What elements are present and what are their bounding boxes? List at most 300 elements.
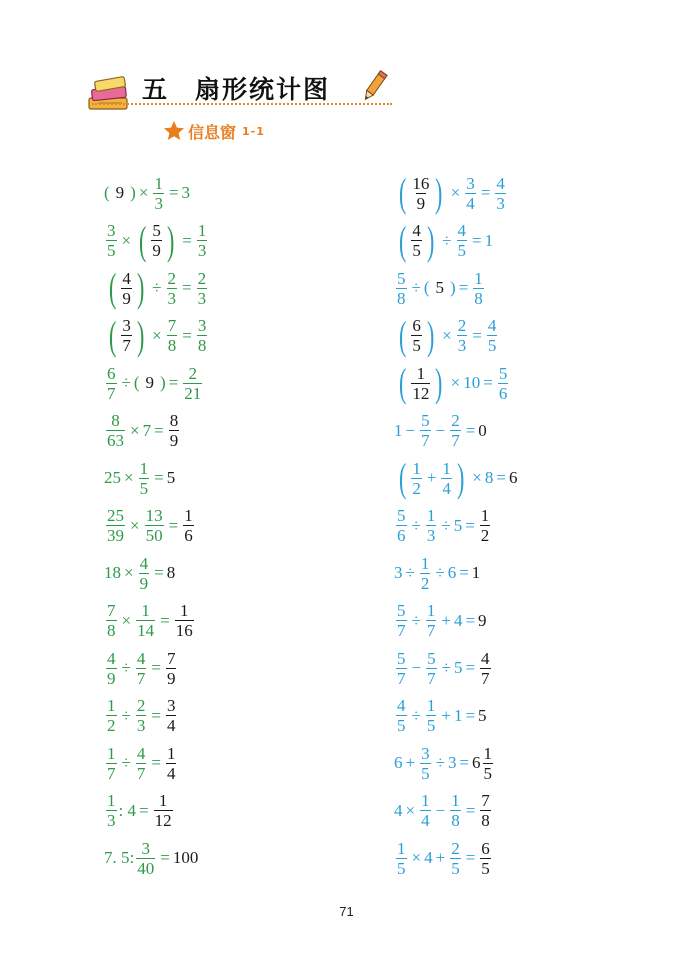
numerator: 1 [426, 601, 436, 620]
denominator: 9 [122, 288, 131, 308]
title-divider [92, 103, 392, 105]
fraction [106, 365, 117, 402]
answer-fraction [169, 412, 180, 449]
numerator: 3 [421, 743, 430, 763]
numerator: 1 [397, 838, 406, 858]
answer-number: 6 [472, 753, 481, 772]
fraction [136, 697, 147, 734]
operator: = [465, 610, 476, 630]
denominator: 8 [397, 288, 406, 308]
group-content [409, 365, 432, 402]
numerator: 3 [141, 838, 150, 858]
number: 5 [453, 515, 463, 535]
operator: × [121, 610, 132, 630]
operator: = [151, 658, 161, 677]
denominator: 7 [397, 668, 406, 688]
answer-number: 6 [508, 468, 518, 487]
exercise-row [104, 218, 209, 264]
denominator: 3 [167, 288, 176, 308]
fraction [396, 650, 407, 687]
fraction [457, 317, 468, 354]
group-content [149, 222, 164, 259]
exercise-row [104, 788, 175, 834]
section-sub: 1-1 [242, 124, 265, 138]
numerator: 5 [421, 411, 430, 430]
numerator: 4 [496, 173, 505, 193]
numerator: 1 [158, 791, 168, 810]
answer-number: 1 [471, 563, 481, 582]
number: 1 [484, 230, 494, 250]
fraction [106, 222, 117, 259]
operator: + [426, 468, 437, 487]
fraction [396, 270, 407, 307]
fraction [420, 792, 431, 829]
operator: ÷ [152, 278, 162, 297]
numerator: 1 [483, 743, 493, 763]
numerator: 25 [107, 506, 124, 525]
number: 4 [394, 800, 403, 820]
numerator: 7 [107, 601, 116, 620]
answer-fraction [480, 840, 491, 877]
denominator: 7 [122, 336, 131, 355]
numerator: 1 [474, 268, 483, 288]
answer-fraction [480, 792, 491, 829]
operator: = [480, 183, 491, 202]
parenthesized-group [396, 455, 467, 500]
exercise-row [104, 693, 178, 739]
denominator: 4 [166, 763, 176, 783]
numerator: 2 [197, 268, 207, 288]
exercise-row [394, 693, 487, 739]
operator: ÷ [411, 278, 421, 297]
fraction [106, 507, 125, 544]
answer-fraction [175, 602, 194, 639]
fraction [183, 365, 202, 402]
numerator: 5 [397, 268, 406, 288]
operator: − [411, 658, 422, 677]
close-paren: ) [136, 312, 145, 358]
answer-number: 0 [478, 420, 487, 440]
operator: = [465, 800, 476, 820]
exercise-row [394, 645, 493, 691]
fraction [167, 317, 178, 354]
denominator: 5 [483, 763, 493, 783]
fraction [106, 792, 117, 829]
exercise-row [394, 408, 487, 454]
fraction [495, 175, 506, 212]
denominator: 16 [175, 621, 193, 640]
numerator: 3 [166, 696, 176, 715]
parenthesized-group [396, 360, 446, 405]
denominator: 9 [166, 668, 176, 688]
operator: = [465, 420, 476, 440]
fraction [450, 840, 461, 877]
answer-number: 100 [172, 848, 199, 867]
fraction [426, 507, 437, 544]
denominator: 5 [412, 241, 421, 260]
exercise-row [394, 455, 517, 501]
denominator: 7 [421, 431, 430, 450]
exercise-row [104, 645, 178, 691]
fraction [426, 650, 437, 687]
denominator: 2 [480, 526, 490, 545]
exercise-row [104, 598, 196, 644]
group-content [409, 317, 424, 354]
operator: = [160, 610, 170, 630]
denominator: 2 [420, 573, 430, 593]
exercise-row [104, 360, 204, 406]
open-paren: ( [423, 278, 430, 297]
close-paren: ) [456, 455, 465, 500]
denominator: 8 [451, 811, 460, 830]
numerator: 4 [107, 648, 116, 668]
operator: ÷ [121, 658, 131, 677]
denominator: 50 [145, 526, 163, 545]
denominator: 7 [397, 621, 406, 640]
numerator: 5 [498, 363, 508, 383]
numerator: 1 [107, 743, 116, 763]
denominator: 5 [397, 858, 406, 878]
fraction [136, 650, 147, 687]
denominator: 4 [166, 716, 176, 735]
operator: = [459, 753, 470, 772]
numerator: 5 [397, 601, 406, 620]
operator: × [121, 230, 132, 250]
operator: − [405, 420, 416, 440]
denominator: 40 [137, 858, 155, 878]
denominator: 7 [136, 668, 146, 688]
operator: ÷ [442, 230, 452, 250]
operator: × [124, 468, 134, 487]
exercise-row [104, 740, 178, 786]
page-number: 71 [339, 904, 354, 919]
operator: × [442, 325, 452, 345]
fraction [465, 175, 476, 212]
numerator: 5 [397, 648, 406, 668]
operator: = [138, 800, 149, 820]
number: 3 [447, 753, 457, 772]
parenthesized-group [396, 217, 437, 263]
operator: = [459, 563, 469, 582]
denominator: 7 [426, 621, 436, 640]
fraction [153, 175, 164, 212]
operator: ÷ [435, 753, 445, 772]
open-paren: ( [104, 183, 110, 202]
number: 6 [394, 753, 403, 772]
fraction [139, 555, 150, 592]
answer-blank [134, 373, 166, 393]
answer-fraction [480, 650, 491, 687]
close-paren: ) [166, 217, 175, 263]
exercise-row [394, 740, 495, 786]
number: 1 [453, 705, 463, 725]
answer-value: 9 [145, 373, 155, 392]
open-paren: ( [108, 265, 117, 310]
denominator: 4 [442, 478, 451, 498]
numerator: 5 [397, 506, 406, 525]
fraction [457, 222, 468, 259]
open-paren: ( [398, 170, 407, 215]
operator: = [483, 373, 493, 392]
operator: = [182, 230, 192, 250]
operator: ÷ [405, 563, 415, 582]
denominator: 5 [107, 241, 116, 260]
operator: ÷ [435, 563, 445, 582]
exercise-row [394, 360, 510, 406]
fraction [396, 840, 407, 877]
denominator: 5 [139, 478, 149, 498]
fraction [106, 697, 117, 734]
operator: = [154, 468, 164, 487]
fraction [450, 412, 461, 449]
operator: ÷ [411, 610, 421, 630]
close-paren: ) [435, 170, 443, 215]
exercise-row [104, 313, 209, 359]
number: 3 [394, 563, 403, 582]
denominator: 7 [136, 763, 146, 783]
operator: = [496, 468, 506, 487]
close-paren: ) [450, 278, 456, 297]
fraction [167, 270, 178, 307]
numerator: 1 [197, 221, 207, 240]
operator: + [441, 610, 451, 630]
group-content [119, 270, 134, 307]
numerator: 1 [426, 506, 436, 525]
answer-fraction [151, 222, 162, 259]
exercise-row [104, 835, 198, 881]
parenthesized-group [396, 170, 446, 215]
denominator: 6 [498, 383, 508, 403]
exercise-row [394, 835, 493, 881]
answer-number: 5 [478, 705, 487, 725]
numerator: 2 [188, 363, 198, 383]
operator: = [154, 420, 164, 440]
operator: − [435, 420, 446, 440]
numerator: 1 [141, 601, 150, 620]
answer-fraction [154, 792, 173, 829]
open-paren: ( [139, 217, 147, 263]
operator: ÷ [121, 373, 131, 392]
operator: × [472, 468, 482, 487]
operator: = [465, 848, 476, 867]
numerator: 7 [481, 791, 490, 810]
fraction [420, 745, 431, 782]
operator: × [138, 183, 149, 202]
numerator: 1 [421, 791, 430, 810]
numerator: 13 [145, 506, 163, 525]
denominator: 6 [184, 526, 193, 545]
numerator: 6 [412, 316, 421, 335]
fraction [420, 555, 431, 592]
open-paren: ( [133, 373, 140, 392]
unit-title-text: 扇形统计图 [195, 75, 331, 104]
fraction [396, 697, 407, 734]
numerator: 2 [451, 838, 460, 858]
numerator: 4 [122, 268, 131, 288]
answer-fraction [121, 270, 132, 307]
fraction [487, 317, 498, 354]
fraction [136, 840, 155, 877]
number: 10 [463, 373, 481, 392]
denominator: 9 [169, 431, 179, 450]
denominator: 7 [451, 431, 460, 450]
answer-number: 5 [166, 468, 176, 487]
operator: × [450, 373, 461, 392]
fraction [136, 602, 155, 639]
operator: = [151, 753, 161, 772]
denominator: 3 [136, 716, 146, 735]
operator: = [465, 658, 476, 677]
operator: × [130, 515, 140, 535]
denominator: 7 [481, 668, 490, 688]
number: 3 [181, 183, 191, 202]
parenthesized-group [106, 265, 147, 310]
denominator: 5 [421, 763, 430, 783]
numerator: 1 [412, 458, 421, 478]
numerator: 2 [167, 268, 176, 288]
close-paren: ) [426, 312, 435, 358]
pencil-icon [360, 68, 388, 106]
denominator: 8 [167, 336, 177, 355]
numerator: 6 [107, 363, 116, 383]
open-paren: ( [108, 312, 117, 358]
numerator: 1 [480, 506, 490, 525]
operator: ÷ [411, 515, 421, 535]
fraction [411, 460, 422, 497]
numerator: 4 [136, 743, 146, 763]
answer-value: 5 [435, 278, 445, 297]
denominator: 4 [421, 811, 430, 830]
operator: = [168, 515, 179, 535]
group-content [119, 317, 134, 354]
operator: × [411, 848, 422, 867]
exercise-row [394, 218, 493, 264]
numerator: 1 [426, 696, 436, 715]
answer-number: 9 [478, 610, 487, 630]
numerator: 1 [166, 743, 176, 763]
denominator: 9 [152, 241, 161, 260]
exercise-row [104, 265, 209, 311]
answer-fraction [166, 697, 177, 734]
operator: ÷ [441, 658, 451, 677]
number: 7. 5: [104, 848, 135, 867]
section-label: 信息窗 [188, 122, 237, 142]
operator: − [435, 800, 446, 820]
operator: ÷ [121, 753, 131, 772]
exercise-row [394, 598, 487, 644]
answer-blank [424, 278, 456, 298]
answer-fraction [166, 745, 177, 782]
fraction [473, 270, 484, 307]
operator: + [435, 848, 446, 867]
fraction [106, 650, 117, 687]
operator: = [182, 278, 192, 297]
operator: + [441, 705, 451, 725]
denominator: 12 [412, 383, 430, 403]
numerator: 4 [136, 648, 146, 668]
fraction [420, 412, 431, 449]
exercise-row [394, 313, 499, 359]
group-content [409, 222, 424, 259]
numerator: 4 [139, 553, 149, 573]
close-paren: ) [426, 217, 435, 263]
numerator: 4 [412, 221, 421, 240]
open-paren: ( [398, 360, 407, 405]
answer-fraction [483, 745, 494, 782]
denominator: 9 [107, 668, 116, 688]
denominator: 9 [416, 193, 426, 213]
number: 25 [104, 468, 121, 487]
numerator: 4 [481, 648, 490, 668]
answer-fraction [480, 507, 491, 544]
fraction [396, 507, 407, 544]
denominator: 5 [451, 858, 460, 878]
operator: = [472, 325, 482, 345]
operator: × [152, 325, 162, 345]
exercise-row [394, 170, 508, 216]
exercise-row [104, 408, 181, 454]
number: 6 [447, 563, 457, 582]
open-paren: ( [398, 312, 407, 358]
open-paren: ( [398, 217, 407, 263]
denominator: 3 [107, 811, 116, 830]
denominator: 2 [107, 716, 116, 735]
fraction [197, 222, 208, 259]
numerator: 16 [412, 173, 430, 193]
numerator: 1 [139, 458, 149, 478]
operator: = [465, 705, 476, 725]
numerator: 3 [107, 221, 116, 240]
operator: = [168, 373, 179, 392]
operator: × [405, 800, 416, 820]
open-paren: ( [398, 455, 407, 500]
operator: × [450, 183, 461, 202]
numerator: 7 [166, 648, 176, 668]
unit-number: 五 [142, 75, 170, 104]
close-paren: ) [136, 265, 145, 310]
fraction [426, 602, 437, 639]
group-content [409, 460, 454, 497]
fraction [197, 317, 208, 354]
denominator: 7 [427, 668, 436, 688]
denominator: 3 [496, 193, 505, 213]
parenthesized-group [396, 312, 437, 358]
fraction [498, 365, 509, 402]
number: 18 [104, 563, 121, 582]
exercise-row [104, 170, 190, 216]
denominator: 63 [107, 431, 124, 450]
denominator: 3 [197, 241, 207, 260]
close-paren: ) [160, 373, 166, 392]
fraction [145, 507, 164, 544]
answer-value: 9 [115, 183, 125, 202]
numerator: 6 [481, 838, 490, 858]
exercise-row [104, 550, 175, 596]
denominator: 3 [154, 193, 163, 213]
denominator: 2 [412, 478, 421, 498]
number: 8 [484, 468, 494, 487]
denominator: 9 [139, 573, 149, 593]
parenthesized-group [136, 217, 177, 263]
fraction [426, 697, 437, 734]
denominator: 3 [426, 526, 436, 545]
operator: = [182, 325, 192, 345]
numerator: 2 [457, 316, 467, 335]
denominator: 12 [154, 811, 172, 830]
answer-fraction [121, 317, 132, 354]
denominator: 8 [197, 336, 207, 355]
denominator: 3 [457, 336, 467, 355]
